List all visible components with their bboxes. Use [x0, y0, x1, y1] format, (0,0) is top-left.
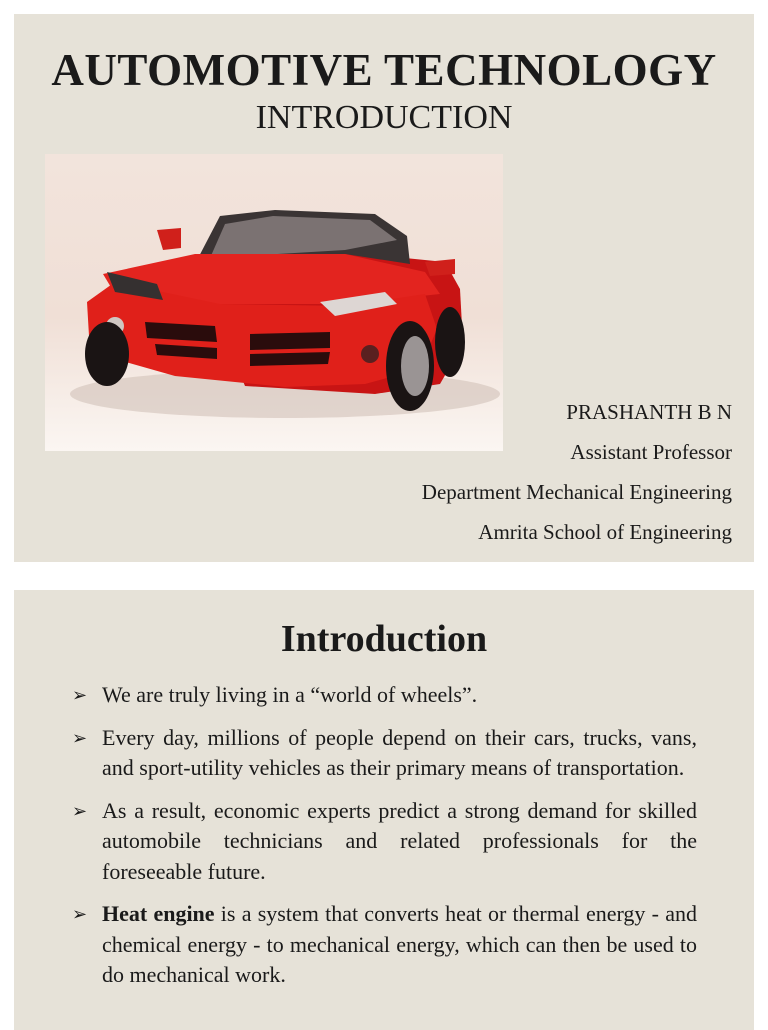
bullet-list	[72, 680, 697, 1003]
slide-title: AUTOMOTIVE TECHNOLOGY	[51, 45, 717, 95]
author-department: Department Mechanical Engineering	[421, 480, 732, 504]
bullet-bold-term: Heat engine	[102, 901, 215, 926]
arrow-bullet-icon: ➢	[72, 800, 88, 821]
arrow-bullet-icon: ➢	[72, 727, 88, 748]
title-slide	[14, 14, 754, 562]
introduction-slide	[14, 590, 754, 1030]
bullet-text: Every day, millions of people depend on their cars, trucks, vans, and sport-utility vehicles as their primary means of transportation.	[102, 724, 697, 780]
slide-subtitle: INTRODUCTION	[255, 99, 513, 136]
author-name: PRASHANTH B N	[566, 400, 732, 424]
car-photo	[45, 154, 503, 451]
bullet-text: is a system that converts heat or thermal energy - and chemical energy - to mechanical energy, which can then be used to do mechanical work.	[102, 901, 697, 987]
author-role: Assistant Professor	[570, 440, 732, 464]
red-convertible-car-image	[45, 154, 503, 451]
bullet-item	[72, 680, 697, 711]
bullet-item	[72, 723, 697, 784]
bullet-item	[72, 796, 697, 888]
author-school: Amrita School of Engineering	[478, 520, 732, 544]
arrow-bullet-icon: ➢	[72, 904, 88, 924]
arrow-bullet-icon: ➢	[72, 685, 88, 705]
slide-heading: Introduction	[280, 618, 488, 660]
bullet-text: We are truly living in a “world of wheels”.	[102, 682, 478, 707]
bullet-text: As a result, economic experts predict a strong demand for skilled automobile technicians and related professionals for the foreseeable future.	[102, 797, 697, 884]
bullet-item	[72, 899, 697, 991]
